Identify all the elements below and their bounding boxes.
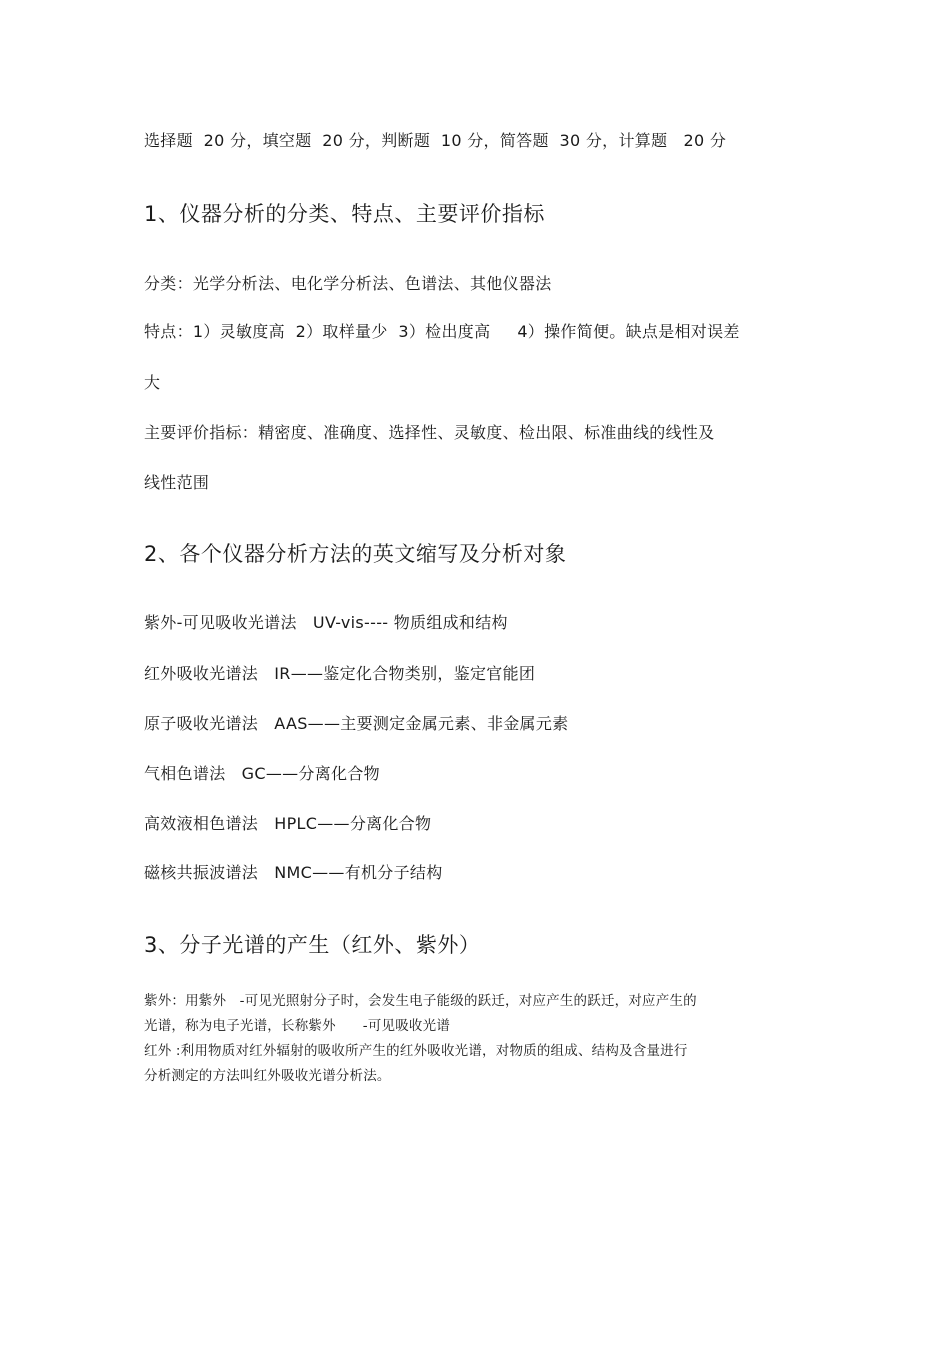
indicators-line-1: 主要评价指标：精密度、准确度、选择性、灵敏度、检出限、标准曲线的线性及 bbox=[144, 423, 715, 442]
method-item: 红外吸收光谱法 IR——鉴定化合物类别，鉴定官能团 bbox=[144, 664, 536, 683]
section-2-heading: 2、各个仪器分析方法的英文缩写及分析对象 bbox=[144, 542, 567, 566]
method-item: 紫外-可见吸收光谱法 UV-vis---- 物质组成和结构 bbox=[144, 613, 508, 632]
uv-line-2: 光谱，称为电子光谱，长称紫外 -可见吸收光谱 bbox=[144, 1018, 451, 1034]
section-1-heading: 1、仪器分析的分类、特点、主要评价指标 bbox=[144, 202, 545, 226]
method-item: 原子吸收光谱法 AAS——主要测定金属元素、非金属元素 bbox=[144, 714, 569, 733]
uv-line-1: 紫外：用紫外 -可见光照射分子时，会发生电子能级的跃迁，对应产生的跃迁，对应产生的 bbox=[144, 993, 697, 1009]
ir-line-1: 红外 :利用物质对红外辐射的吸收所产生的红外吸收光谱，对物质的组成、结构及含量进行 bbox=[144, 1043, 688, 1059]
classification-line: 分类：光学分析法、电化学分析法、色谱法、其他仪器法 bbox=[144, 274, 552, 293]
ir-line-2: 分析测定的方法叫红外吸收光谱分析法。 bbox=[144, 1068, 391, 1084]
section-3-heading: 3、分子光谱的产生（红外、紫外） bbox=[144, 933, 481, 957]
features-line-1: 特点：1）灵敏度高 2）取样量少 3）检出度高 4）操作简便。缺点是相对误差 bbox=[144, 322, 740, 341]
method-item: 磁核共振波谱法 NMC——有机分子结构 bbox=[144, 863, 443, 882]
method-item: 气相色谱法 GC——分离化合物 bbox=[144, 764, 380, 783]
method-item: 高效液相色谱法 HPLC——分离化合物 bbox=[144, 814, 432, 833]
indicators-line-2: 线性范围 bbox=[144, 473, 210, 492]
scoring-line: 选择题 20 分，填空题 20 分，判断题 10 分，简答题 30 分，计算题 20 分 bbox=[144, 131, 727, 150]
features-line-2: 大 bbox=[144, 373, 161, 392]
